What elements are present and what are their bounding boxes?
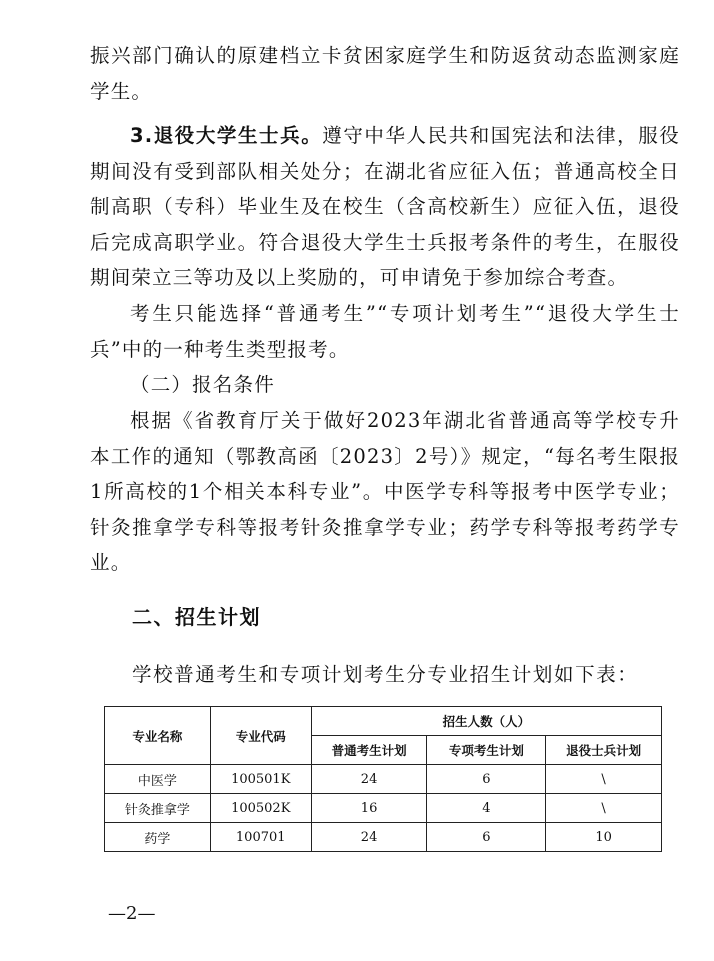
header-veteran-plan: 退役士兵计划 — [546, 736, 662, 765]
cell-code: 100502K — [210, 794, 311, 823]
table-row — [105, 794, 662, 823]
cell-special: 6 — [427, 823, 546, 852]
cell-special: 4 — [427, 794, 546, 823]
cell-code: 100701 — [210, 823, 311, 852]
table-header-row — [105, 707, 662, 736]
cell-regular: 24 — [311, 765, 427, 794]
cell-special: 6 — [427, 765, 546, 794]
cell-veteran: \ — [546, 794, 662, 823]
cell-major: 针灸推拿学 — [105, 794, 211, 823]
paragraph-application-rules: 根据《省教育厅关于做好2023年湖北省普通高等学校专升本工作的通知（鄂教高函〔2023〕2号）》规定，“每名考生限报1所高校的1个相关本科专业”。中医学专科等报考中医学专业；针灸推拿学专科等报考针灸推拿学专业；药学专科等报考药学专业。 — [90, 409, 680, 574]
cell-major: 中医学 — [105, 765, 211, 794]
paragraph-veteran-students — [90, 118, 680, 296]
table-row — [105, 823, 662, 852]
header-major: 专业名称 — [105, 707, 211, 765]
header-code: 专业代码 — [210, 707, 311, 765]
paragraph-candidate-type: 考生只能选择“普通考生”“专项计划考生”“退役大学生士兵”中的一种考生类型报考。 — [90, 302, 680, 361]
header-regular-plan: 普通考生计划 — [311, 736, 427, 765]
veteran-heading: 3.退役大学生士兵。 — [130, 124, 323, 147]
veteran-description: 遵守中华人民共和国宪法和法律，服役期间没有受到部队相关处分；在湖北省应征入伍；普通高校全日制高职（专科）毕业生及在校生（含高校新生）应征入伍，退役后完成高职学业。符合退役大学生士兵报考条件的考生，在服役期间荣立三等功及以上奖励的，可申请免于参加综合考查。 — [90, 124, 680, 289]
cell-major: 药学 — [105, 823, 211, 852]
cell-code: 100501K — [210, 765, 311, 794]
table-intro-text: 学校普通考生和专项计划考生分专业招生计划如下表： — [132, 663, 639, 686]
header-special-plan: 专项考生计划 — [427, 736, 546, 765]
section-title-enrollment-plan: 二、招生计划 — [132, 605, 261, 629]
paragraph-eligibility-continued: 振兴部门确认的原建档立卡贫困家庭学生和防返贫动态监测家庭学生。 — [90, 44, 680, 103]
cell-veteran: \ — [546, 765, 662, 794]
header-enrollment-count: 招生人数（人） — [311, 707, 661, 736]
enrollment-plan-table — [104, 706, 662, 852]
table-row — [105, 765, 662, 794]
cell-veteran: 10 — [546, 823, 662, 852]
page-number: —2— — [108, 903, 156, 924]
cell-regular: 16 — [311, 794, 427, 823]
subheading-application-conditions: （二）报名条件 — [130, 373, 275, 396]
cell-regular: 24 — [311, 823, 427, 852]
